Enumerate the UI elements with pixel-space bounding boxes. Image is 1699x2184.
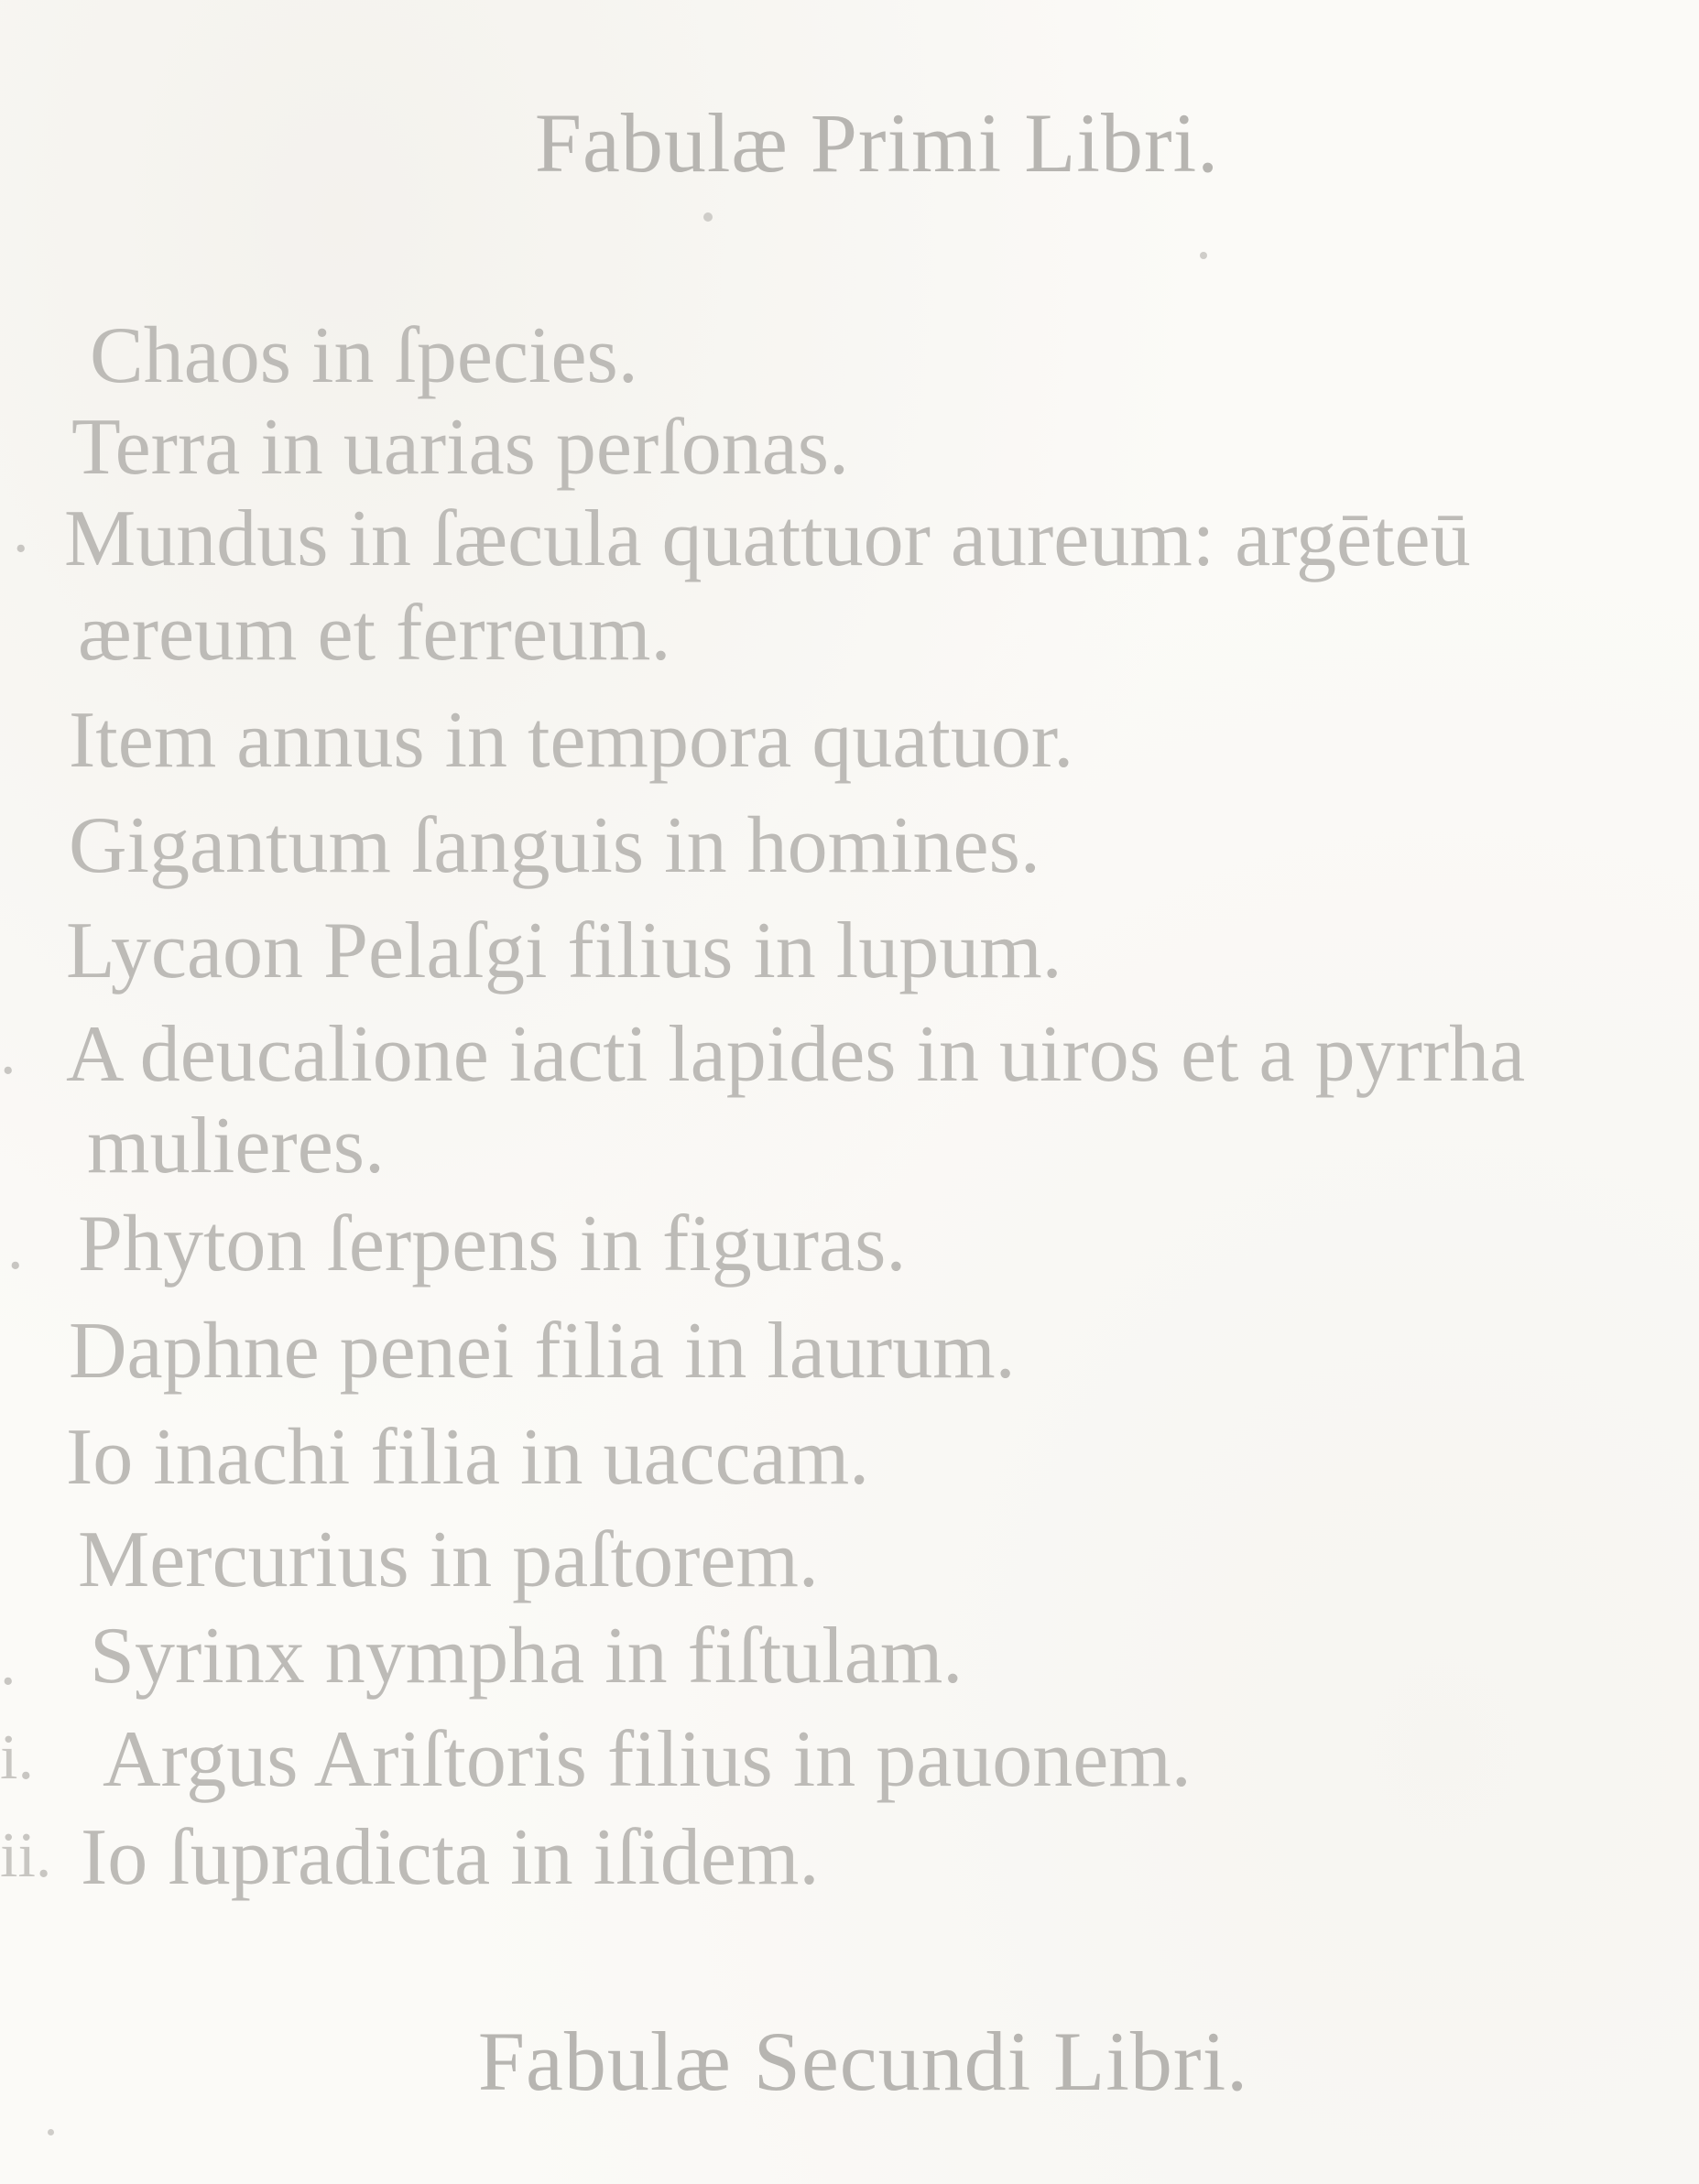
entry-line: Chaos in ſpecies. bbox=[90, 311, 638, 400]
entry-line: mulieres. bbox=[87, 1102, 386, 1190]
margin-mark: i. bbox=[0, 1722, 34, 1793]
section-heading-book-one: Fabulæ Primi Libri. bbox=[534, 96, 1220, 190]
entry-line: A deucalione iacti lapides in uiros et a pyrrha bbox=[66, 1010, 1526, 1099]
margin-mark: . bbox=[0, 1017, 16, 1088]
ink-speck bbox=[1200, 252, 1207, 259]
margin-mark: ii. bbox=[0, 1820, 52, 1891]
entry-line: Daphne penei filia in laurum. bbox=[69, 1307, 1016, 1396]
entry-line: Terra in uarias perſonas. bbox=[71, 403, 850, 492]
entry-line: Io ſupradicta in iſidem. bbox=[81, 1813, 820, 1902]
entry-line: Mercurius in paſtorem. bbox=[78, 1516, 819, 1604]
margin-mark: . bbox=[13, 495, 29, 566]
ink-speck bbox=[703, 212, 713, 222]
section-heading-book-two: Fabulæ Secundi Libri. bbox=[477, 2015, 1249, 2108]
margin-mark: . bbox=[7, 1212, 24, 1283]
entry-line: Gigantum ſanguis in homines. bbox=[69, 801, 1040, 890]
entry-line: Io inachi filia in uaccam. bbox=[66, 1413, 870, 1502]
entry-line: Item annus in tempora quatuor. bbox=[69, 696, 1074, 785]
entry-line: Mundus in ſæcula quattuor aureum: argēteū bbox=[64, 494, 1471, 583]
margin-mark: . bbox=[0, 1628, 16, 1699]
entry-line: Argus Ariſtoris filius in pauonem. bbox=[103, 1715, 1192, 1804]
entry-line: Syrinx nympha in fiſtulam. bbox=[90, 1612, 964, 1700]
ink-speck bbox=[48, 2129, 54, 2135]
entry-line: æreum et ferreum. bbox=[78, 589, 671, 678]
entry-line: Phyton ſerpens in figuras. bbox=[78, 1200, 907, 1288]
entry-line: Lycaon Pelaſgi filius in lupum. bbox=[66, 907, 1062, 995]
